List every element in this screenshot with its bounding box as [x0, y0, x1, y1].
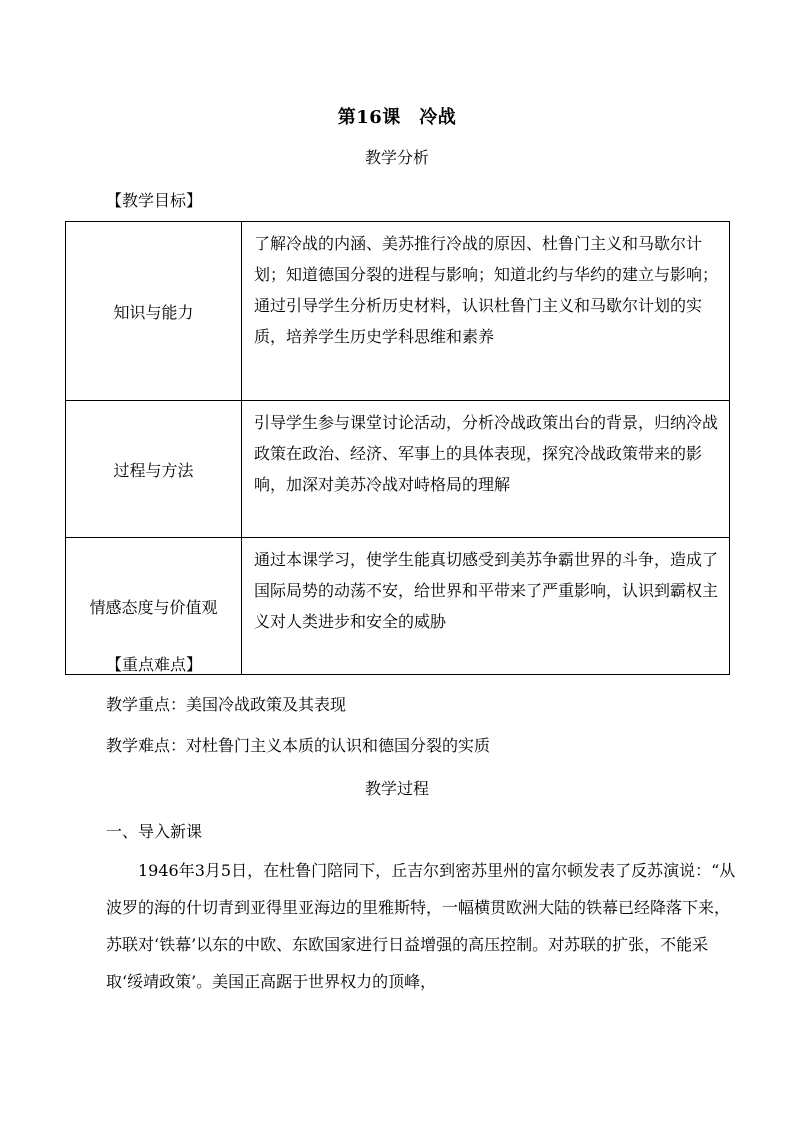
goal-content: 引导学生参与课堂讨论活动，分析冷战政策出台的背景，归纳冷战政策在政治、经济、军事上的具体表现，探究冷战政策带来的影响，加深对美苏冷战对峙格局的理解 — [242, 401, 730, 538]
goals-heading: 【教学目标】 — [106, 191, 203, 210]
goal-label: 知识与能力 — [66, 222, 242, 401]
paragraph-text: 1946年3月5日，在杜鲁门陪同下，丘吉尔到密苏里州的富尔顿发表了反苏演说：“从波罗的海的什切青到亚得里亚海边的里雅斯特，一幅横贯欧洲大陆的铁幕已经降落下来，苏联对‘铁幕’以东的中欧、东欧国家进行日益增强的高压控制。对苏联的扩张，不能采取‘绥靖政策’。美国正高踞于世界权力的顶峰， — [106, 861, 736, 991]
key-heading: 【重点难点】 — [106, 655, 203, 674]
table-row — [66, 401, 730, 538]
intro-paragraph — [106, 852, 738, 1000]
intro-heading: 一、导入新课 — [106, 822, 203, 841]
teaching-goals-table — [65, 221, 730, 675]
table-row — [66, 222, 730, 401]
goal-content: 通过本课学习，使学生能真切感受到美苏争霸世界的斗争，造成了国际局势的动荡不安，给世界和平带来了严重影响，认识到霸权主义对人类进步和安全的威胁 — [242, 538, 730, 675]
goal-label: 情感态度与价值观 — [66, 538, 242, 675]
lesson-title: 第16课 冷战 — [337, 107, 457, 128]
goal-label: 过程与方法 — [66, 401, 242, 538]
process-heading: 教学过程 — [364, 779, 429, 798]
goal-content: 了解冷战的内涵、美苏推行冷战的原因、杜鲁门主义和马歇尔计划；知道德国分裂的进程与影响；知道北约与华约的建立与影响；通过引导学生分析历史材料，认识杜鲁门主义和马歇尔计划的实质，培养学生历史学科思维和素养 — [242, 222, 730, 401]
key-point: 教学重点：美国冷战政策及其表现 — [106, 695, 347, 714]
difficult-point: 教学难点：对杜鲁门主义本质的认识和德国分裂的实质 — [106, 736, 491, 755]
section-title-analysis: 教学分析 — [364, 148, 429, 167]
